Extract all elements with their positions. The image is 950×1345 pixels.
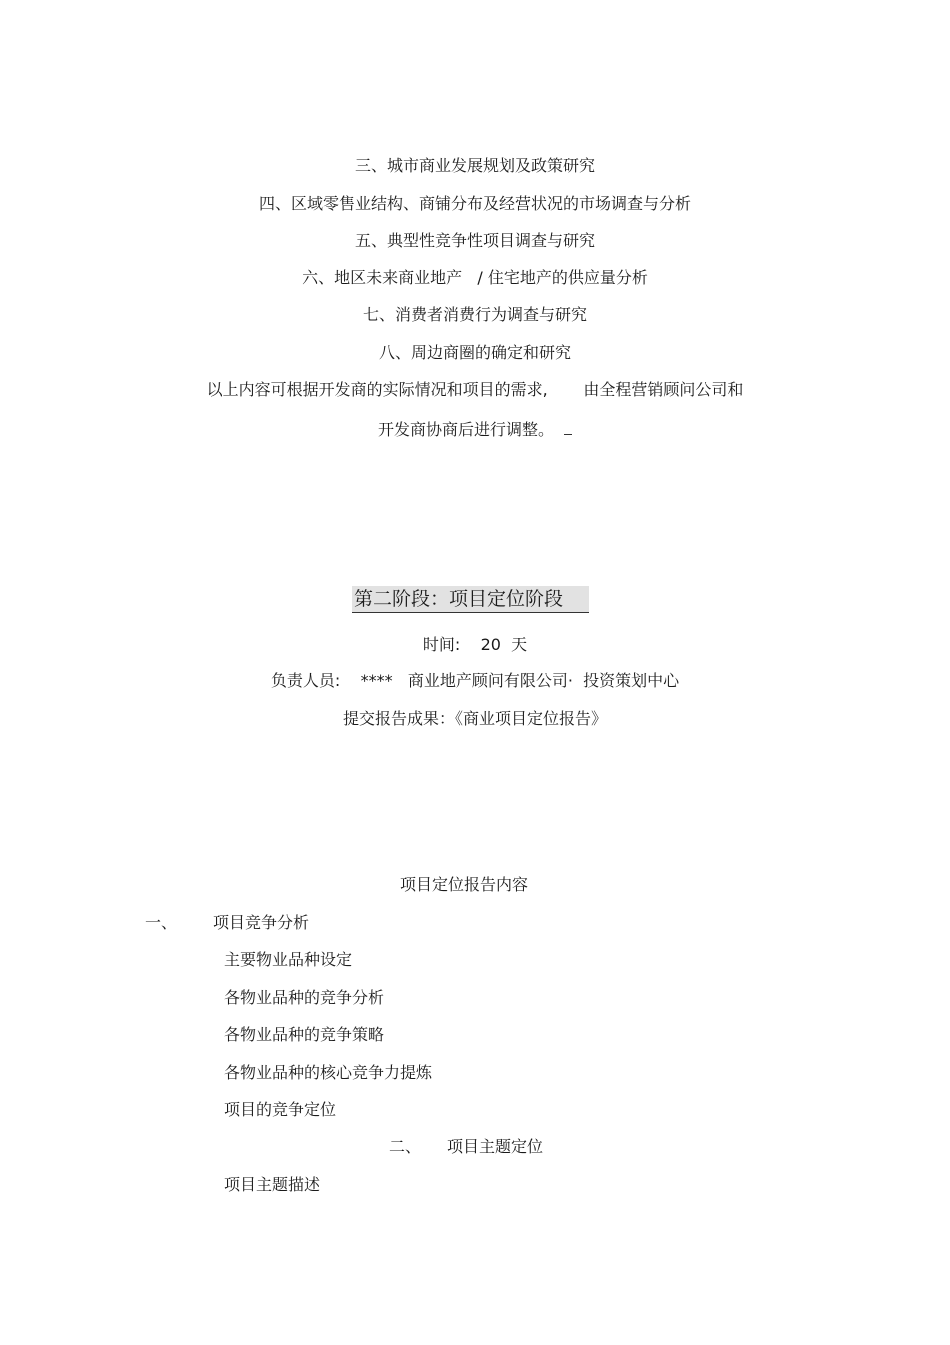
underline-mark: [564, 422, 572, 435]
list-item: 主要物业品种设定: [224, 950, 353, 969]
phase-2-responsible: 负责人员: **** 商业地产顾问有限公司· 投资策划中心: [270, 671, 680, 690]
list-item: 各物业品种的竞争策略: [224, 1025, 385, 1044]
section-1-title: 项目竞争分析: [213, 913, 310, 932]
section-2-number: 二、: [389, 1137, 422, 1156]
report-heading: 项目定位报告内容: [400, 875, 529, 894]
research-item-6: 六、地区未来商业地产 / 住宅地产的供应量分析: [302, 268, 648, 287]
phase-2-title: 第二阶段：项目定位阶段: [352, 586, 589, 613]
research-item-3: 三、城市商业发展规划及政策研究: [354, 156, 595, 175]
adjustment-note-line-2: [0, 420, 950, 440]
section-2-title: 项目主题定位: [447, 1137, 544, 1156]
research-item-8: 八、周边商圈的确定和研究: [378, 343, 571, 362]
research-item-7: 七、消费者消费行为调查与研究: [362, 305, 587, 324]
phase-2-time: 时间: 20 天: [422, 635, 528, 654]
research-item-5: 五、典型性竞争性项目调查与研究: [354, 231, 595, 250]
list-item: 各物业品种的竞争分析: [224, 988, 385, 1007]
phase-2-deliverable: 提交报告成果：《商业项目定位报告》: [342, 709, 607, 728]
list-item: 各物业品种的核心竞争力提炼: [224, 1063, 433, 1082]
adjustment-note-line-1: 以上内容可根据开发商的实际情况和项目的需求, 由全程营销顾问公司和: [206, 380, 744, 399]
list-item: 项目主题描述: [224, 1175, 321, 1194]
section-1-number: 一、: [145, 913, 178, 932]
research-item-4: 四、区域零售业结构、商铺分布及经营状况的市场调查与分析: [258, 194, 691, 213]
adjustment-note-text: 开发商协商后进行调整。: [377, 420, 554, 439]
list-item: 项目的竞争定位: [224, 1100, 337, 1119]
